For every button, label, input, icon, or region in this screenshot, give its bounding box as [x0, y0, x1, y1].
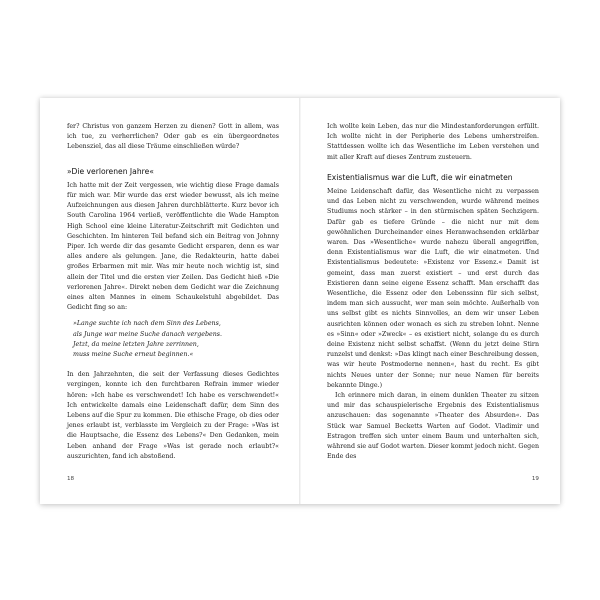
right-page	[300, 98, 560, 504]
right-paragraph-1: Meine Leidenschaft dafür, das Wesentliche nicht zu verpassen und das Leben nicht zu verschwenden, wurde während meines Studiums noch stärker – in den stürmischen späten Sechzigern. Dafür gab es tiefere Gründe – die nicht nur mit dem gewöhnlichen Durcheinander eines Heranwachsenden erklärbar waren. Das »Wesentliche« wurde nahezu überall angegriffen, denn Existentialismus war die Luft, die wir einatmeten. Und Existentialismus bedeutete: »Existenz vor Essenz.« Damit ist gemeint, dass man zuerst existiert – und erst durch das Existieren dann seine eigene Essenz schafft. Man erschafft das Wesentliche, die Essenz oder den Lebenssinn für sich selbst, indem man sich aussucht, wer man sein möchte. Außerhalb von uns selbst gibt es nichts Sinnvolles, an dem wir unser Leben ausrichten können oder wonach es sich zu streben lohnt. Nenne es »Sinn« oder »Zweck« – es existiert nicht, solange du es durch deine Existenz nicht selbst schaffst. (Wenn du jetzt deine Stirn runzelst und denkst: »Das klingt nach einer Beschreibung dessen, was wir heute Postmoderne nennen«, hast du recht. Es gibt nichts Neues unter der Sonne; nur neue Namen für bereits bekannte Dinge.)	[327, 188, 539, 389]
right-intro-paragraph: Ich wollte kein Leben, das nur die Mindestanforderungen erfüllt. Ich wollte nicht in der Peripherie des Lebens umherstreifen. Stattdessen wollte ich das Wesentliche im Leben verstehen und mit aller Kraft auf dieses Zentrum zusteuern.	[327, 123, 539, 161]
left-intro-paragraph: fer? Christus von ganzem Herzen zu dienen? Gott in allem, was ich tue, zu verherrlichen? Oder gab es ein übergeordnetes Lebensziel, das all diese Träume einschließen würde?	[67, 123, 279, 151]
section-heading-verlorene-jahre: »Die verlorenen Jahre«	[67, 166, 154, 176]
right-page-text	[327, 122, 539, 463]
poem-line: »Lange suchte ich nach dem Sinn des Lebens,	[73, 320, 221, 328]
poem-line: muss meine Suche erneut beginnen.«	[73, 351, 194, 359]
left-paragraph-1: Ich hatte mit der Zeit vergessen, wie wichtig diese Frage damals für mich war. Mir wurde das erst wieder bewusst, als ich meine Aufzeichnungen aus diesen Jahren durchblätterte. Kurz bevor ich South Carolina 1964 verließ, veröffentlichte die Wade Hampton High School eine kleine Literatur-Zeitschrift mit Gedichten und Geschichten. Im hinteren Teil befand sich ein Beitrag von Johnny Piper. Ich werde dir das gesamte Gedicht ersparen, denn es war alles andere als gelungen. Jane, die Redakteurin, hatte dabei großes Erbarmen mit mir. Was mir heute noch wichtig ist, sind allein der Titel und die ersten vier Zeilen. Das Gedicht hieß »Die verlorenen Jahre«. Direkt neben dem Gedicht war die Zeichnung eines alten Mannes in einem Schaukelstuhl abgebildet. Das Gedicht fing so an:	[67, 181, 279, 312]
left-page-text	[67, 122, 279, 462]
poem-line: Jetzt, da meine letzten Jahre zerrinnen,	[73, 340, 199, 348]
book-spread	[40, 98, 560, 504]
page-number-left: 18	[67, 476, 75, 482]
poem-quote	[73, 319, 279, 360]
right-paragraph-2: Ich erinnere mich daran, in einem dunklen Theater zu sitzen und mir das schauspielerische Ergebnis des Existentialismus anzuschauen: das sogenannte »Theater des Absurden«. Das Stück war Samuel Becketts Warten auf Godot. Vladimir und Estragon treffen sich unter einem Baum und unterhalten sich, während sie auf Godot warten. Dieser kommt jedoch nicht. Gegen Ende des	[327, 392, 539, 461]
section-heading-existentialismus: Existentialismus war die Luft, die wir einatmeten	[327, 172, 513, 182]
left-page	[40, 98, 300, 504]
left-paragraph-2: In den Jahrzehnten, die seit der Verfassung dieses Gedichtes vergingen, konnte ich den furchtbaren Refrain immer wieder hören: »Ich habe es verschwendet! Ich habe es verschwendet!« Ich entwickelte damals eine Leidenschaft dafür, dem Sinn des Lebens auf die Spur zu kommen. Die ethische Frage, ob dies oder jenes erlaubt ist, verblasste im Vergleich zu der Frage: »Was ist die Hauptsache, die Essenz des Lebens?« Den Gedanken, mein Leben anhand der Frage »Was ist gerade noch erlaubt?« auszurichten, fand ich abstoßend.	[67, 371, 279, 460]
page-number-right: 19	[531, 476, 539, 482]
poem-line: als Junge war meine Suche danach vergebens.	[73, 330, 223, 338]
